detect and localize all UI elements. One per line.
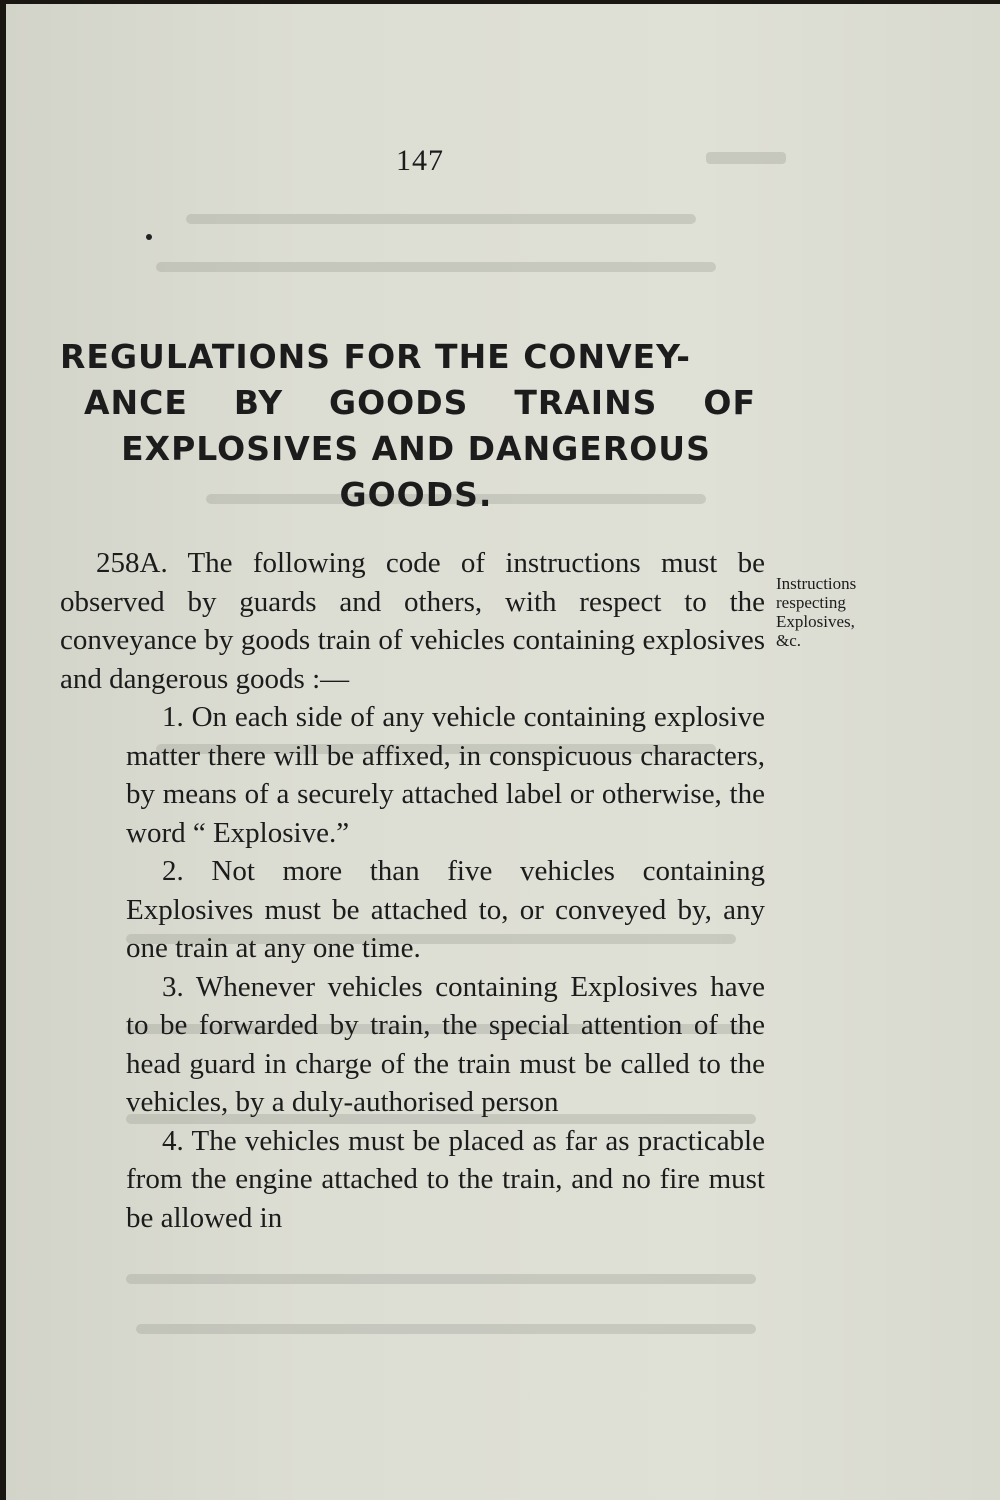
intro-paragraph: 258A. The following code of instructions must be observed by guards and others, with respect to the conveyance by goods train of vehicles containing explosives and dangerous goods :— <box>60 547 765 695</box>
margin-note-line: Explosives, <box>776 612 855 631</box>
instruction-list <box>126 698 765 1237</box>
margin-note-line: &c. <box>776 631 802 650</box>
instruction-item: 1. On each side of any vehicle containing explosive matter there will be affixed, in conspicuous characters, by means of a securely attached label or otherwise, the word “ Explosive.” <box>126 701 765 849</box>
instruction-item: 4. The vehicles must be placed as far as practicable from the engine attached to the train, and no fire must be allowed in <box>126 1124 765 1234</box>
heading-line: GOODS. <box>339 475 493 514</box>
section-heading <box>46 334 786 518</box>
body-text <box>60 544 765 1237</box>
instruction-item: 2. Not more than five vehicles containing Explosives must be attached to, or conveyed by, any one train at any one time. <box>126 855 765 964</box>
page-number: 147 <box>396 144 444 177</box>
margin-note <box>776 574 926 650</box>
ink-dot <box>146 234 152 240</box>
margin-note-line: respecting <box>776 593 846 612</box>
instruction-item: 3. Whenever vehicles containing Explosives have to be forwarded by train, the special attention of the head guard in charge of the train must be called to the vehicles, by a duly-authorised person <box>126 970 765 1118</box>
book-page <box>6 4 1000 1500</box>
margin-note-line: Instructions <box>776 574 857 593</box>
heading-line: REGULATIONS FOR THE CONVEY- <box>60 337 691 376</box>
heading-line: ANCE BY GOODS TRAINS OF <box>84 383 756 422</box>
heading-line: EXPLOSIVES AND DANGEROUS <box>121 429 711 468</box>
